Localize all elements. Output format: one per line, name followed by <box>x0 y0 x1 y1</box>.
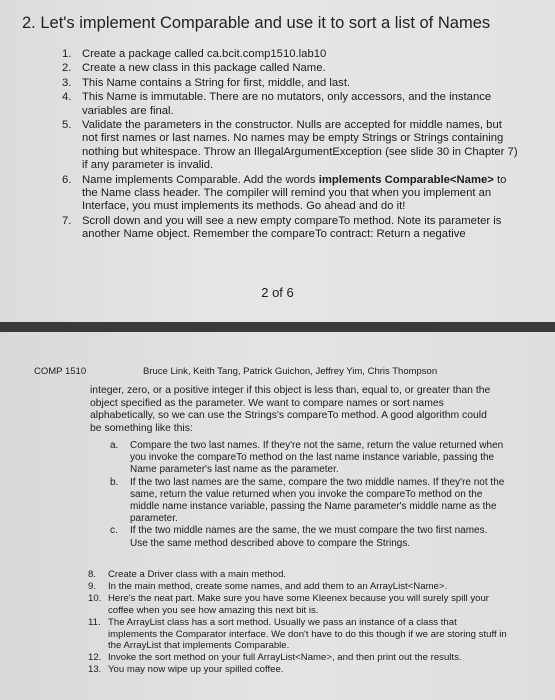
step-number: 9. <box>88 580 97 592</box>
step-text: Create a Driver class with a main method. <box>108 569 287 580</box>
step-item <box>88 664 508 676</box>
step-item <box>88 652 508 664</box>
step-text: In the main method, create some names, and add them to an ArrayList<Name>. <box>108 580 448 592</box>
step-list-bottom <box>88 569 508 676</box>
substep-letter: a. <box>110 440 119 451</box>
step-text: Here's the neat part. Make sure you have some Kleenex because you will surely spill your coffee when you see how amazing this next bit is. <box>108 592 489 616</box>
step-number: 5. <box>62 119 72 132</box>
substep-letter: b. <box>110 476 119 488</box>
step-item <box>62 119 518 173</box>
substep-item <box>110 440 505 477</box>
substep-item <box>110 477 505 526</box>
step-text: Validate the parameters in the constructor. Nulls are accepted for middle names, but not first names or last names. No names may be empty Strings or Strings containing nothing but whitespace. Throw an IllegalArgumentException (see slide 30 in Chapter 7) if any parameter is invalid. <box>82 119 518 172</box>
substep-text: If the two middle names are the same, the we must compare the two first names. Use the same method described above to compare the Strings. <box>130 525 488 549</box>
step-text: This Name is immutable. There are no mutators, only accessors, and the instance variables are final. <box>82 91 492 117</box>
step-item <box>62 174 518 214</box>
step-item <box>88 593 508 617</box>
step-item <box>88 617 508 653</box>
document-page-top <box>0 0 555 322</box>
substep-text: Compare the two last names. If they're not the same, return the value returned when you invoke the compareTo method on the last name instance variable, passing the Name parameter's last name as the parameter. <box>130 440 504 476</box>
step-text: Create a package called ca.bcit.comp1510.lab10 <box>82 48 327 60</box>
step-number: 1. <box>62 48 72 60</box>
step-number: 2. <box>62 62 72 75</box>
step-text: The ArrayList class has a sort method. Usually we pass an instance of a class that implements the Comparator interface. We don't have to do this though if we are storing stuff in the ArrayList that implements Comparable. <box>108 616 507 652</box>
substep-list <box>110 440 505 550</box>
step-item <box>62 215 518 242</box>
substep-letter: c. <box>110 525 118 537</box>
step-number: 7. <box>62 214 72 227</box>
step-number: 8. <box>88 569 97 580</box>
step-number: 11. <box>88 616 101 628</box>
step-number: 3. <box>62 76 72 89</box>
step-text: You may now wipe up your spilled coffee. <box>108 664 284 676</box>
step-number: 10. <box>88 592 102 604</box>
step-text: Invoke the sort method on your full ArrayList<Name>, and then print out the results. <box>108 652 462 664</box>
course-code: COMP 1510 <box>34 366 87 377</box>
step-text-after: to the Name class header. The compiler will remind you that when you implement an Interface, you must implements its methods. Go ahead and do it! <box>82 173 507 213</box>
step-item <box>62 77 518 90</box>
step-number: 4. <box>62 91 72 104</box>
step-item <box>62 48 518 61</box>
step-number: 12. <box>88 652 102 664</box>
step-item <box>88 581 508 593</box>
substep-item <box>110 525 505 549</box>
step-item <box>88 569 508 581</box>
step-item <box>62 62 518 75</box>
step-text: Create a new class in this package called Name. <box>82 62 326 75</box>
step-text: This Name contains a String for first, middle, and last. <box>82 76 351 89</box>
step-item <box>62 91 518 118</box>
step-text: Scroll down and you will see a new empty compareTo method. Note its parameter is another Name object. Remember the compareTo contract: Return a negative <box>82 214 502 241</box>
step-list-top <box>62 48 518 243</box>
step-number: 6. <box>62 173 72 186</box>
authors-line: Bruce Link, Keith Tang, Patrick Guichon, Jeffrey Yim, Chris Thompson <box>143 366 438 377</box>
substep-text: If the two last names are the same, compare the two middle names. If they're not the same, return the value returned when you invoke the compareTo method on the middle name instance variable, passing the Name parameter's middle name as the parameter. <box>130 476 505 525</box>
page-number: 2 of 6 <box>261 285 294 300</box>
step-text-before: Name implements Comparable. Add the words <box>82 173 319 186</box>
page-gap <box>0 322 555 332</box>
step-number: 13. <box>88 664 102 676</box>
section-heading: 2. Let's implement Comparable and use it to sort a list of Names <box>22 14 491 32</box>
continuation-paragraph: integer, zero, or a positive integer if this object is less than, equal to, or greater than the object specified as the parameter. We want to compare names or sort names alphabetically, so we can use the Strings's compareTo method. A good algorithm could be something like this: <box>90 385 491 434</box>
step-text-bold: implements Comparable<Name> <box>318 173 494 186</box>
